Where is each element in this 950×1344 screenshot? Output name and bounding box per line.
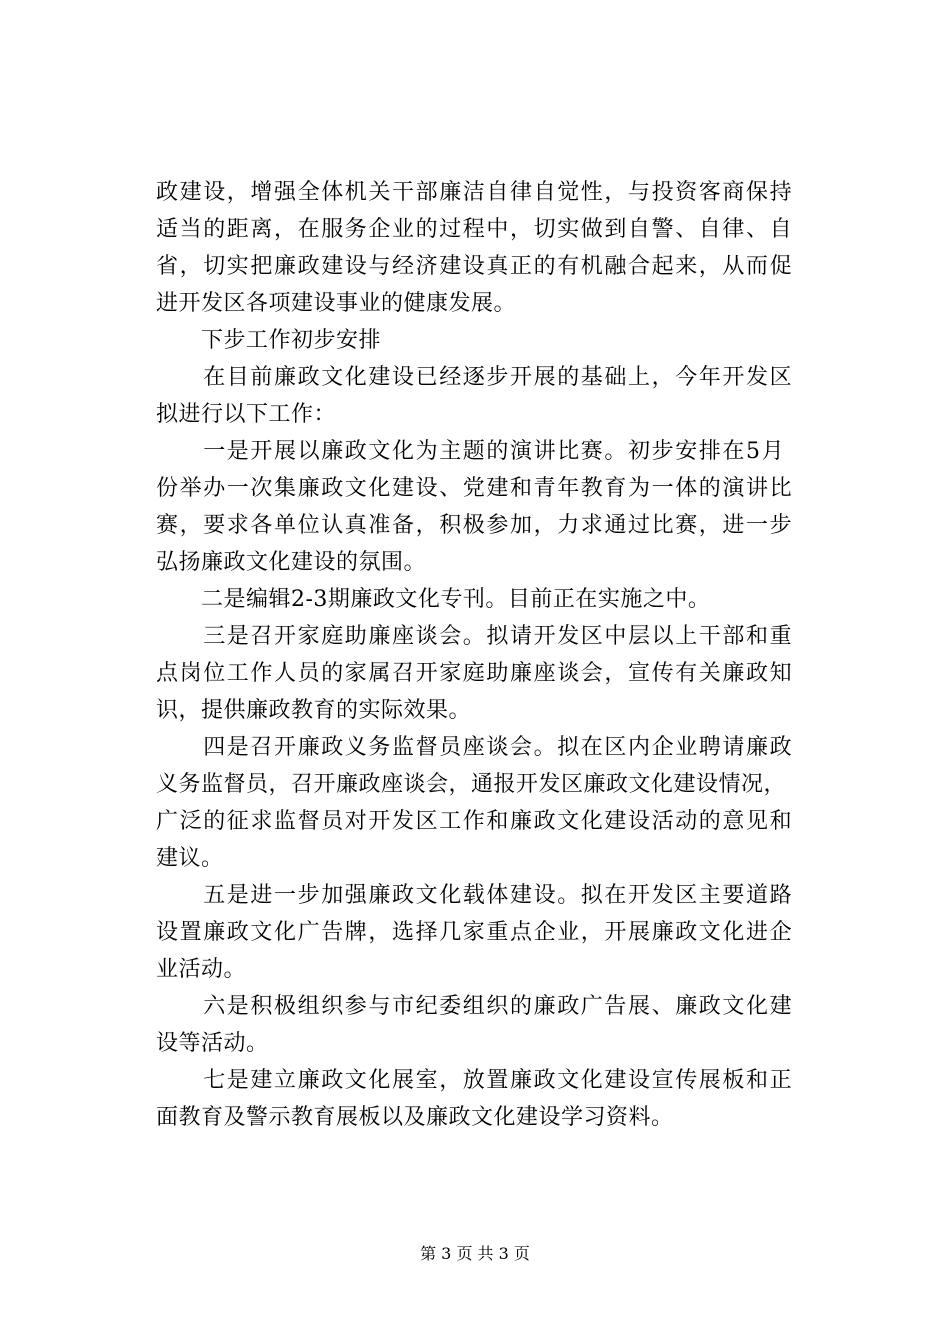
text-line: 建议。 [156, 846, 224, 871]
text-line: 业活动。 [156, 957, 247, 982]
page-number-footer: 第 3 页 共 3 页 [420, 1244, 530, 1263]
text-line: 适当的距离，在服务企业的过程中，切实做到自警、自律、自 [156, 217, 794, 242]
text-line: 赛，要求各单位认真准备，积极参加，力求通过比赛，进一步 [156, 513, 794, 538]
text-line: 在目前廉政文化建设已经逐步开展的基础上，今年开发区 [156, 365, 794, 390]
text-line: 五是进一步加强廉政文化载体建设。拟在开发区主要道路 [156, 883, 794, 908]
text-line: 设置廉政文化广告牌，选择几家重点企业，开展廉政文化进企 [156, 920, 794, 945]
text-line: 点岗位工作人员的家属召开家庭助廉座谈会，宣传有关廉政知 [156, 661, 794, 686]
text-line: 二是编辑2-3期廉政文化专刊。目前正在实施之中。 [156, 587, 711, 612]
text-line: 广泛的征求监督员对开发区工作和廉政文化建设活动的意见和 [156, 809, 794, 834]
text-line: 一是开展以廉政文化为主题的演讲比赛。初步安排在5月 [156, 439, 786, 464]
text-line: 义务监督员，召开廉政座谈会，通报开发区廉政文化建设情况， [156, 772, 787, 797]
text-line: 弘扬廉政文化建设的氛围。 [156, 550, 427, 575]
text-line: 三是召开家庭助廉座谈会。拟请开发区中层以上干部和重 [156, 624, 794, 649]
text-line: 六是积极组织参与市纪委组织的廉政广告展、廉政文化建 [156, 994, 794, 1019]
section-heading: 下步工作初步安排 [156, 328, 382, 353]
text-line: 面教育及警示教育展板以及廉政文化建设学习资料。 [156, 1105, 674, 1130]
text-line: 识，提供廉政教育的实际效果。 [156, 698, 472, 723]
text-line: 进开发区各项建设事业的健康发展。 [156, 291, 517, 316]
text-line: 省，切实把廉政建设与经济建设真正的有机融合起来，从而促 [156, 254, 794, 279]
text-line: 设等活动。 [156, 1031, 269, 1056]
text-line: 份举办一次集廉政文化建设、党建和青年教育为一体的演讲比 [156, 476, 794, 501]
document-body [156, 174, 802, 1136]
text-line: 拟进行以下工作： [156, 402, 337, 427]
text-line: 七是建立廉政文化展室，放置廉政文化建设宣传展板和正 [156, 1068, 794, 1093]
text-line: 四是召开廉政义务监督员座谈会。拟在区内企业聘请廉政 [156, 735, 794, 760]
text-line: 政建设，增强全体机关干部廉洁自律自觉性，与投资客商保持 [156, 180, 794, 205]
